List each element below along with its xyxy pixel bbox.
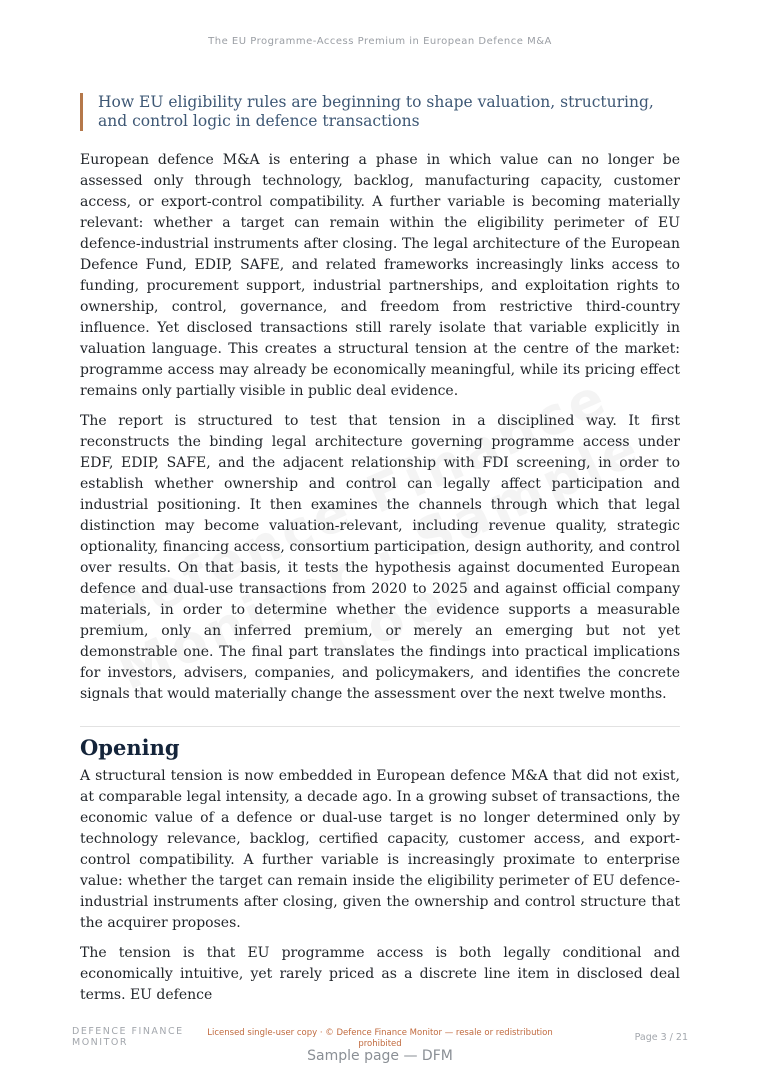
lede-callout: How EU eligibility rules are beginning to shape valuation, structuring, and control logic in defence transactions — [80, 93, 680, 131]
footer-brand: DEFENCE FINANCE MONITOR — [72, 1026, 184, 1048]
section-heading: Opening — [80, 735, 180, 760]
page-number: Page 3 / 21 — [634, 1032, 688, 1043]
sample-page-label: Sample page — DFM — [307, 1048, 453, 1064]
section-divider — [80, 726, 680, 727]
footer-license: Licensed single-user copy · © Defence Finance Monitor — resale or redistribution prohibited — [207, 1028, 553, 1049]
section-paragraph: The tension is that EU programme access is both legally conditional and economically intuitive, yet rarely priced as a discrete line item in disclosed deal terms. EU defence — [80, 945, 680, 1003]
section-paragraph: A structural tension is now embedded in European defence M&A that did not exist, at comparable legal intensity, a decade ago. In a growing subset of transactions, the economic value of a defence or dual-use target is no longer determined only by technology relevance, backlog, certified capacity, customer access, and export-control compatibility. A further variable is increasingly proximate to enterprise value: whether the target can remain inside the eligibility perimeter of EU defence-industrial instruments after closing, given the ownership and control structure that the acquirer proposes. — [80, 768, 680, 931]
body-paragraph: The report is structured to test that tension in a disciplined way. It first reconstructs the binding legal architecture governing programme access under EDF, EDIP, SAFE, and the adjacent relationship with FDI screening, in order to establish whether ownership and control can legally affect participation and industrial positioning. It then examines the channels through which that legal distinction may become valuation-relevant, including revenue quality, strategic optionality, financing access, consortium participation, design authority, and control over results. On that basis, it tests the hypothesis against documented European defence and dual-use transactions from 2020 to 2025 and against official company materials, in order to determine whether the evidence supports a measurable premium, only an inferred premium, or merely an emerging but not yet demonstrable one. The final part translates the findings into practical implications for investors, advisers, companies, and policymakers, and identifies the concrete signals that would materially change the assessment over the next twelve months. — [80, 413, 680, 702]
running-header: The EU Programme-Access Premium in European Defence M&A — [208, 36, 552, 47]
body-paragraph: European defence M&A is entering a phase in which value can no longer be assessed only through technology, backlog, manufacturing capacity, customer access, or export-control compatibility. A further variable is becoming materially relevant: whether a target can remain within the eligibility perimeter of EU defence-industrial instruments after closing. The legal architecture of the European Defence Fund, EDIP, SAFE, and related frameworks increasingly links access to funding, procurement support, industrial partnerships, and exploitation rights to ownership, control, governance, and freedom from restrictive third-country influence. Yet disclosed transactions still rarely isolate that variable explicitly in valuation language. This creates a structural tension at the centre of the market: programme access may already be economically meaningful, while its pricing effect remains only partially visible in public deal evidence. — [80, 152, 680, 399]
